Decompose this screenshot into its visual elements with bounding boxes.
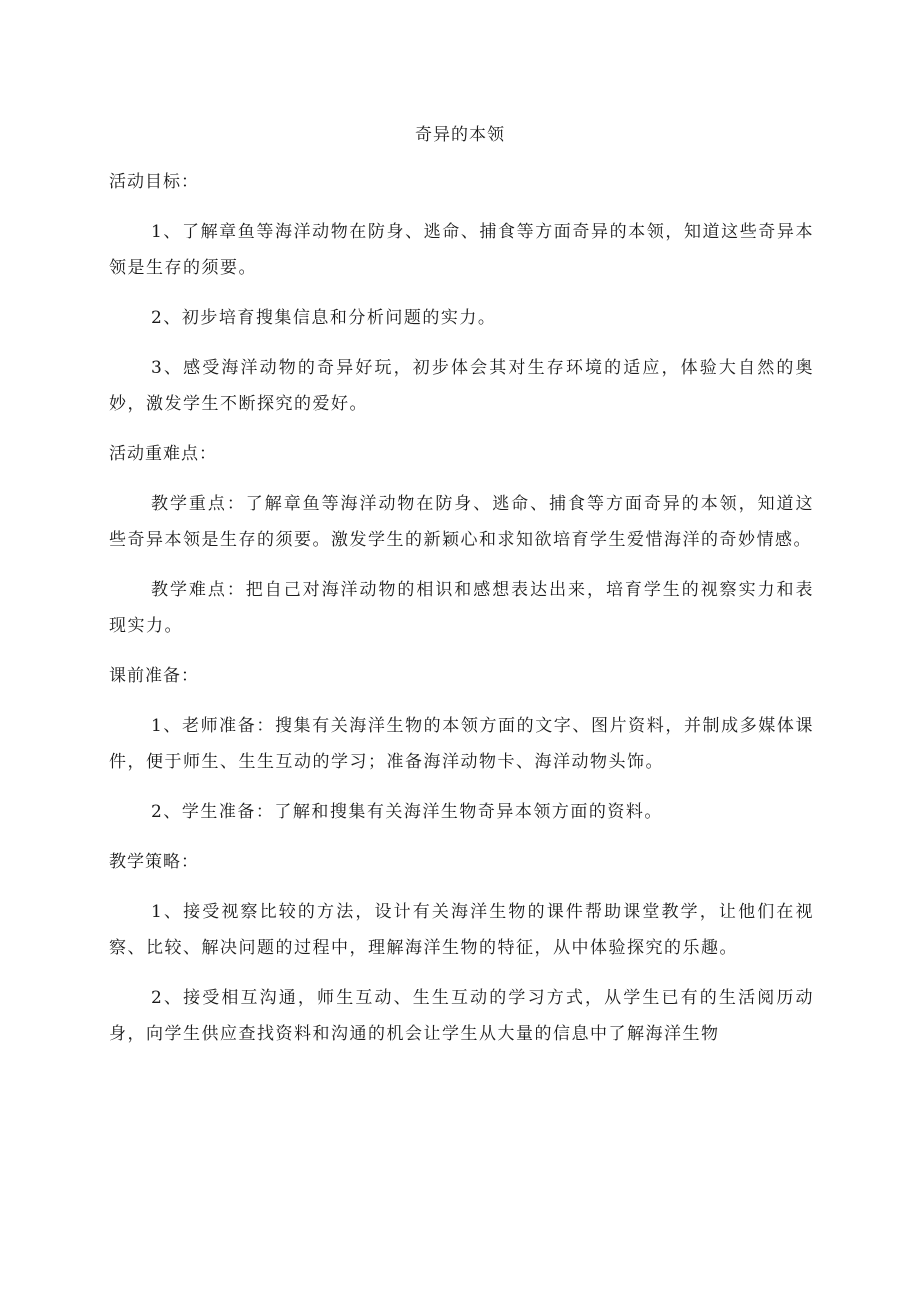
paragraph: 1、了解章鱼等海洋动物在防身、逃命、捕食等方面奇异的本领，知道这些奇异本领是生存的须要。 bbox=[109, 222, 814, 278]
section-heading: 活动重难点： bbox=[109, 444, 217, 464]
section-activity-goals bbox=[109, 164, 814, 422]
section-heading: 活动目标： bbox=[109, 172, 199, 192]
paragraph: 1、老师准备：搜集有关海洋生物的本领方面的文字、图片资料，并制成多媒体课件，便于师生、生生互动的学习；准备海洋动物卡、海洋动物头饰。 bbox=[109, 716, 814, 772]
section-key-difficult-points bbox=[109, 436, 814, 644]
paragraph: 1、接受视察比较的方法，设计有关海洋生物的课件帮助课堂教学，让他们在视察、比较、解决问题的过程中，理解海洋生物的特征，从中体验探究的乐趣。 bbox=[109, 902, 814, 958]
section-heading: 教学策略： bbox=[109, 852, 199, 872]
paragraph: 2、初步培育搜集信息和分析问题的实力。 bbox=[151, 308, 497, 328]
paragraph: 2、接受相互沟通，师生互动、生生互动的学习方式，从学生已有的生活阅历动身，向学生供应查找资料和沟通的机会让学生从大量的信息中了解海洋生物 bbox=[109, 988, 814, 1044]
paragraph: 2、学生准备：了解和搜集有关海洋生物奇异本领方面的资料。 bbox=[151, 802, 663, 822]
section-preparation bbox=[109, 658, 814, 830]
document-title: 奇异的本领 bbox=[415, 125, 505, 145]
section-teaching-strategy bbox=[109, 844, 814, 1052]
paragraph: 教学难点：把自己对海洋动物的相识和感想表达出来，培育学生的视察实力和表现实力。 bbox=[109, 580, 814, 636]
paragraph: 3、感受海洋动物的奇异好玩，初步体会其对生存环境的适应，体验大自然的奥妙，激发学生不断探究的爱好。 bbox=[109, 358, 814, 414]
paragraph: 教学重点：了解章鱼等海洋动物在防身、逃命、捕食等方面奇异的本领，知道这些奇异本领是生存的须要。激发学生的新颖心和求知欲培育学生爱惜海洋的奇妙情感。 bbox=[109, 494, 814, 550]
document-body bbox=[109, 164, 814, 1066]
section-heading: 课前准备： bbox=[109, 666, 199, 686]
